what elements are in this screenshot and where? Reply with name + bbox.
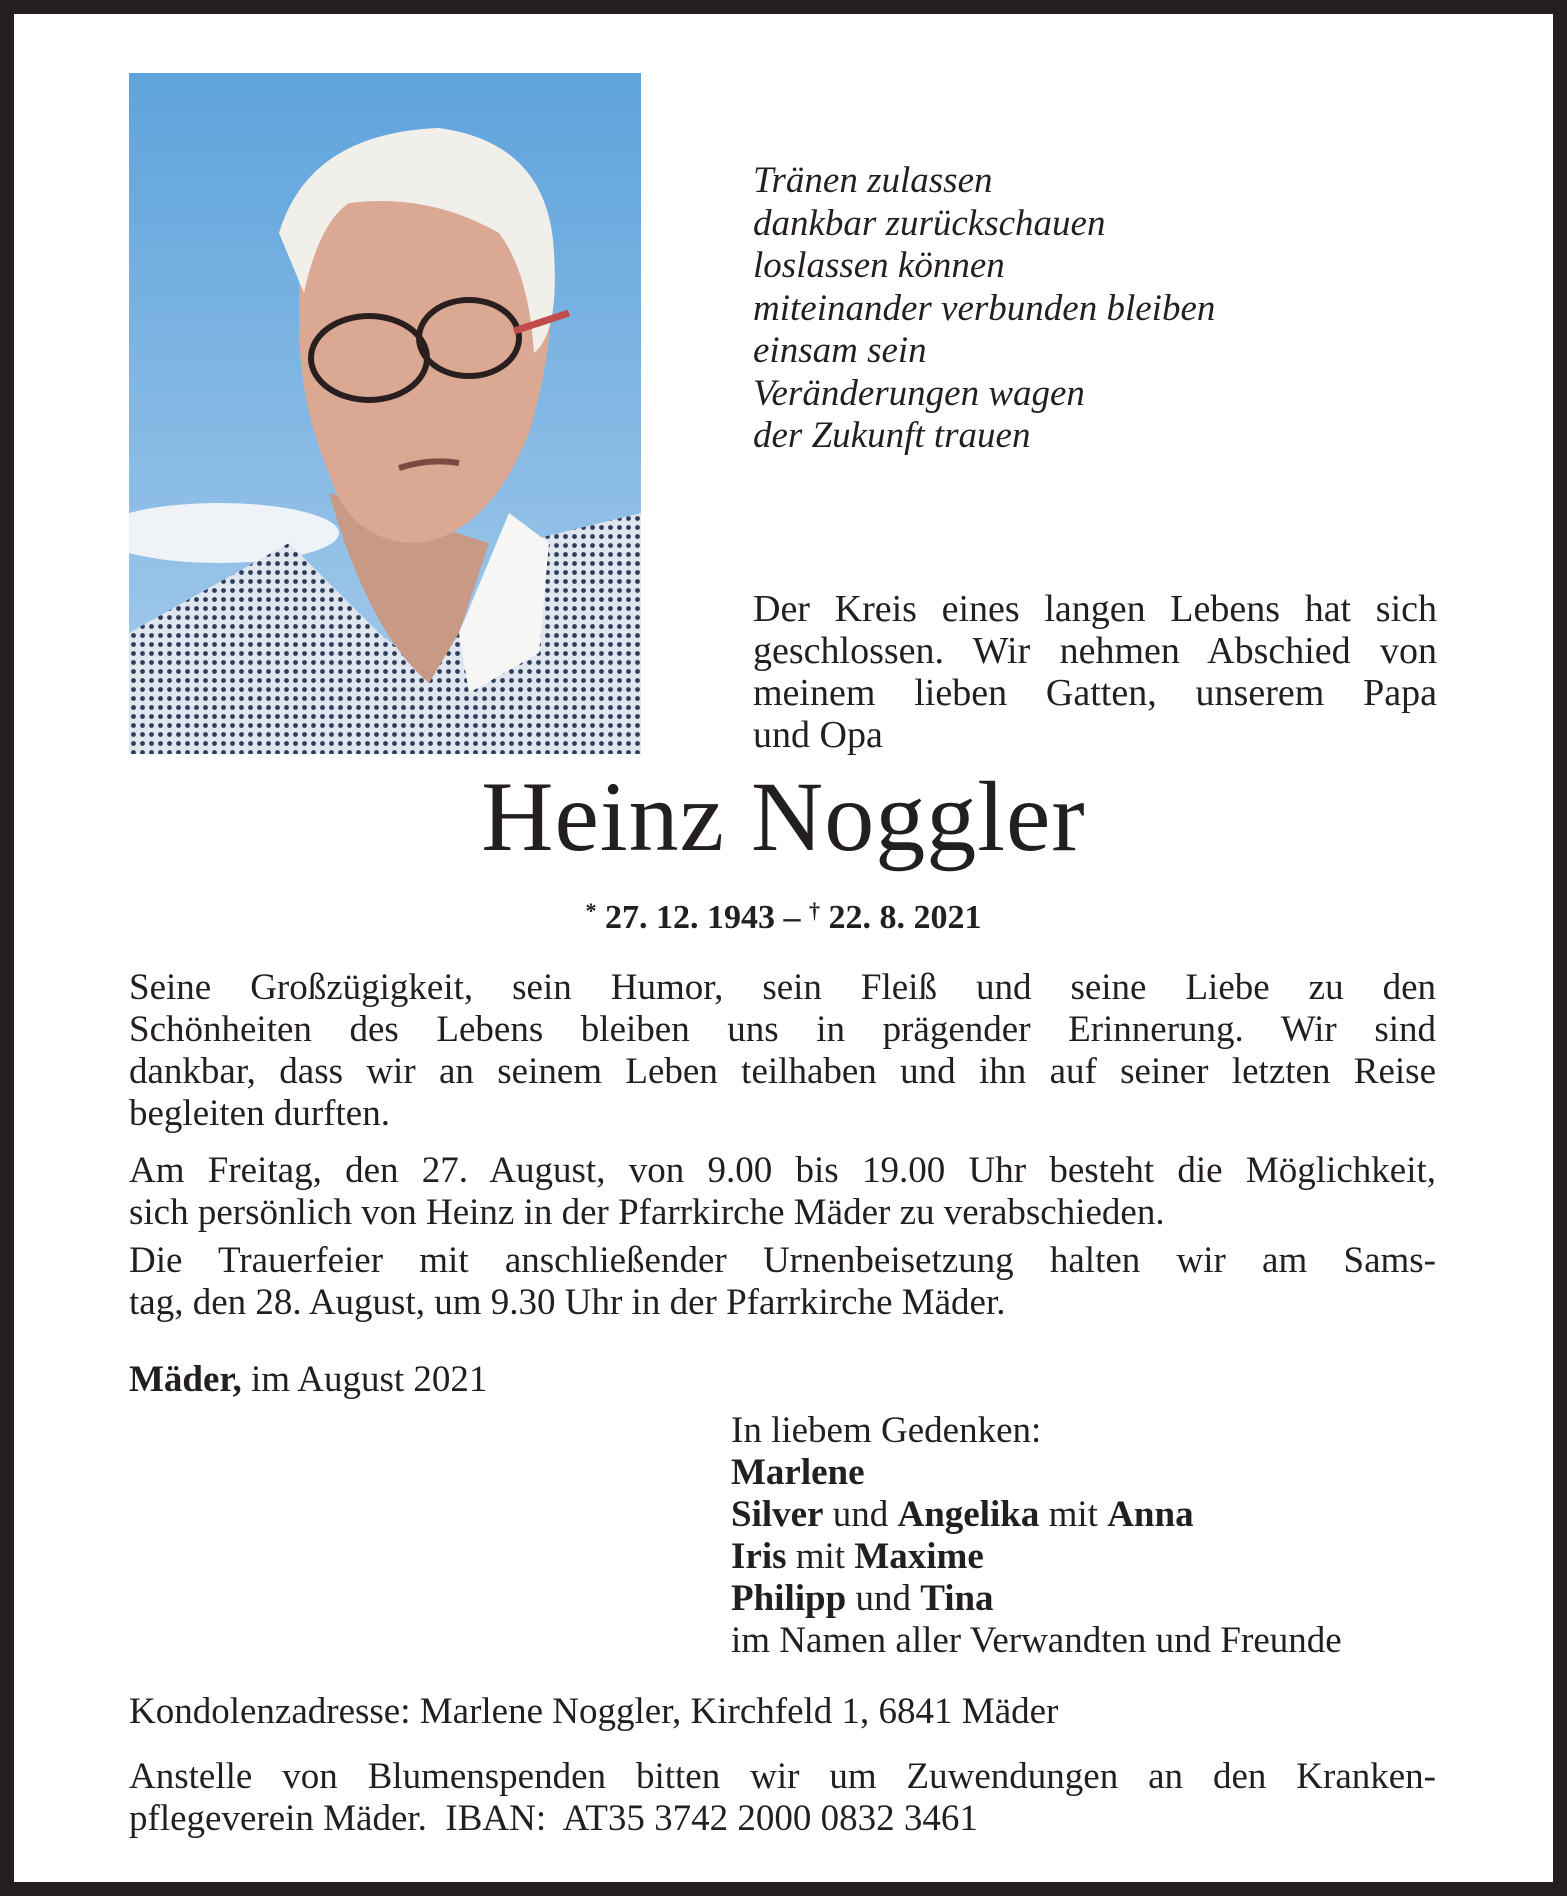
text-line: Anstelle von Blumenspenden bitten wir um Zuwendungen an den Kranken-: [129, 1756, 1436, 1797]
poem: [753, 160, 1215, 458]
intro-line: meinem lieben Gatten, unserem Papa: [753, 672, 1437, 714]
death-symbol: †: [809, 898, 820, 923]
poem-line: loslassen können: [753, 245, 1005, 286]
mourner-name: Philipp: [731, 1578, 847, 1619]
text-line: Seine Großzügigkeit, sein Humor, sein Fleiß und seine Liebe zu den: [129, 967, 1436, 1008]
condolence-address: Kondolenzadresse: Marlene Noggler, Kirchfeld 1, 6841 Mäder: [129, 1691, 1059, 1732]
viewing-paragraph: [129, 1150, 1436, 1234]
deceased-name: Heinz Noggler: [481, 761, 1086, 872]
mourner-name: Anna: [1107, 1494, 1194, 1535]
tribute-paragraph: [129, 967, 1436, 1135]
mourner-name: Marlene: [731, 1452, 865, 1493]
funeral-paragraph: [129, 1240, 1436, 1324]
town: Mäder,: [129, 1359, 242, 1400]
death-date: 22. 8. 2021: [828, 899, 982, 936]
intro-line: geschlossen. Wir nehmen Abschied von: [753, 630, 1437, 672]
donation-note: [129, 1756, 1436, 1840]
poem-line: dankbar zurückschauen: [753, 202, 1106, 244]
text-line: dankbar, dass wir an seinem Leben teilhaben und ihn auf seiner letzten Reise: [129, 1051, 1436, 1092]
life-dates: [0, 898, 1567, 937]
text-line: Schönheiten des Lebens bleiben uns in prägender Erinnerung. Wir sind: [129, 1009, 1436, 1050]
place-date: [129, 1358, 487, 1401]
intro-text: [753, 588, 1437, 756]
mourner-name: Silver: [731, 1494, 824, 1535]
mourner-name: Tina: [920, 1578, 994, 1619]
birth-symbol: *: [585, 898, 597, 923]
mourners-block: [731, 1410, 1342, 1662]
poem-line: Veränderungen wagen: [753, 372, 1085, 414]
text-line: Am Freitag, den 27. August, von 9.00 bis 19.00 Uhr besteht die Möglichkeit,: [129, 1150, 1436, 1191]
mourner-name: Iris: [731, 1536, 787, 1577]
text-line: begleiten durften.: [129, 1093, 390, 1134]
mourners-footer: im Namen aller Verwandten und Freunde: [731, 1620, 1342, 1661]
intro-line: und Opa: [753, 714, 883, 756]
connector: und: [846, 1578, 921, 1619]
birth-date: 27. 12. 1943: [605, 899, 775, 936]
connector: mit: [1039, 1494, 1108, 1535]
mourner-name: Maxime: [854, 1536, 984, 1577]
portrait-photo: [129, 73, 641, 754]
poem-line: einsam sein: [753, 330, 927, 371]
month-year: im August 2021: [241, 1359, 488, 1400]
date-separator: –: [783, 899, 801, 936]
text-line: pflegeverein Mäder. IBAN: AT35 3742 2000 0832 3461: [129, 1798, 978, 1839]
mourner-name: Angelika: [897, 1494, 1040, 1535]
connector: und: [823, 1494, 898, 1535]
text-line: Die Trauerfeier mit anschließender Urnenbeisetzung halten wir am Sams-: [129, 1240, 1436, 1281]
poem-line: der Zukunft trauen: [753, 415, 1031, 456]
poem-line: miteinander verbunden bleiben: [753, 287, 1216, 329]
connector: mit: [786, 1536, 855, 1577]
mourners-heading: In liebem Gedenken:: [731, 1410, 1042, 1451]
text-line: tag, den 28. August, um 9.30 Uhr in der Pfarrkirche Mäder.: [129, 1282, 1006, 1323]
intro-line: Der Kreis eines langen Lebens hat sich: [753, 588, 1437, 630]
text-line: sich persönlich von Heinz in der Pfarrkirche Mäder zu verabschieden.: [129, 1192, 1165, 1233]
poem-line: Tränen zulassen: [753, 160, 993, 201]
